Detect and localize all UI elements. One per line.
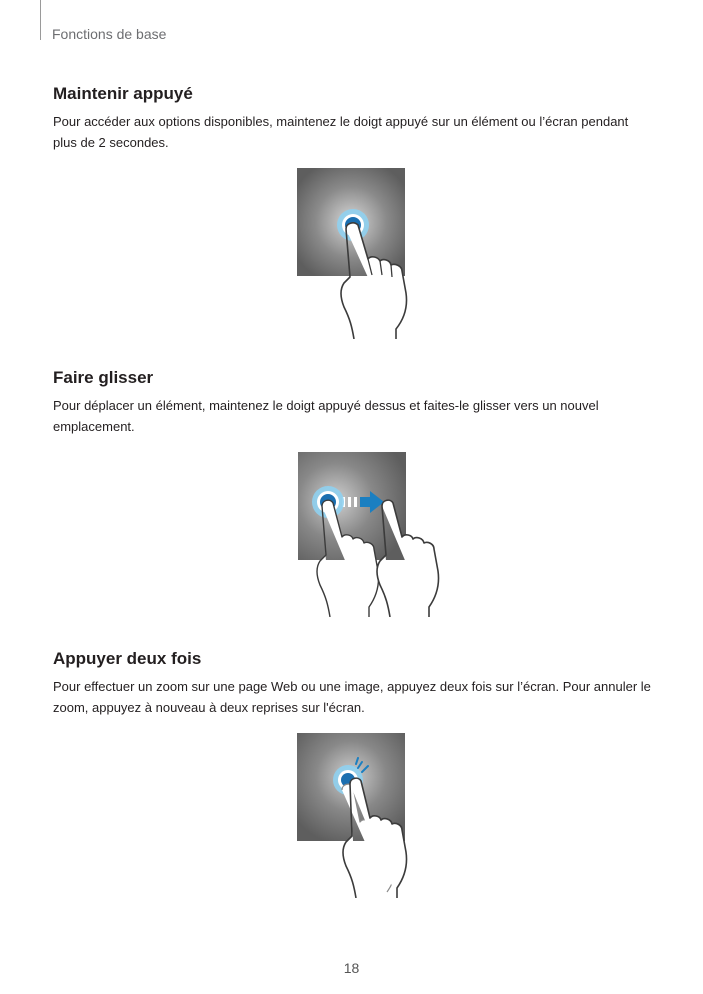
drag-gesture-icon [296,451,456,617]
header-rule [40,0,41,40]
section-title-drag: Faire glisser [53,368,154,387]
section-body-double-tap: Pour effectuer un zoom sur une page Web ou une image, appuyez deux fois sur l’écran. Pour annuler le zoom, appuyez à nouveau à deux reprises sur l'écran. [53,679,651,715]
section-title-double-tap: Appuyer deux fois [53,649,202,668]
section-title-long-press: Maintenir appuyé [53,84,193,103]
running-header: Fonctions de base [52,26,167,42]
section-body-drag: Pour déplacer un élément, maintenez le doigt appuyé dessus et faites-le glisser vers un nouvel emplacement. [53,398,599,434]
long-press-gesture-icon [296,167,416,339]
double-tap-gesture-icon [296,732,420,898]
section-body-long-press: Pour accéder aux options disponibles, maintenez le doigt appuyé sur un élément ou l’écran pendant plus de 2 secondes. [53,114,629,150]
page-number: 18 [343,960,360,976]
